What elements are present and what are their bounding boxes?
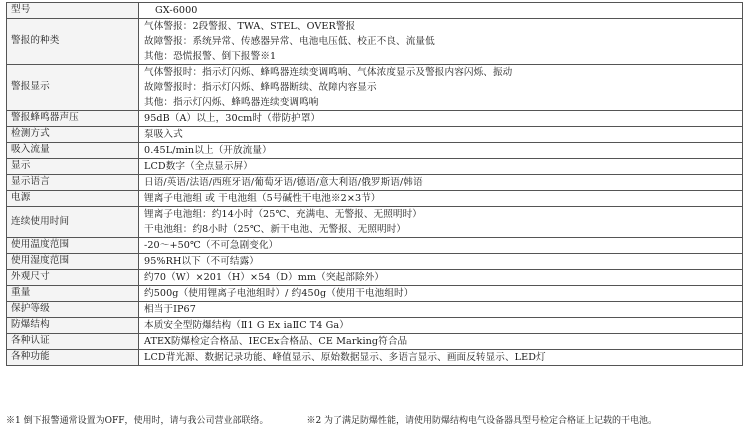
spec-value: [139, 207, 743, 238]
spec-label: 警报显示: [7, 65, 139, 111]
spec-value-line: 约70（W）×201（H）×54（D）mm（突起部除外）: [144, 272, 385, 283]
spec-value-line: 95%RH以下（不可结露）: [144, 256, 259, 267]
spec-value-line: 其他：恐慌报警、倒下报警※1: [144, 51, 277, 62]
spec-value-line: LCD数字（全点显示屏）: [144, 161, 253, 172]
spec-value: [139, 143, 743, 159]
footnote-1: ※1 倒下报警通常设置为OFF，使用时，请与我公司营业部联络。: [6, 416, 269, 426]
spec-value-line: 干电池组：约8小时（25℃、新干电池、无警报、无照明时）: [144, 224, 407, 235]
spec-row: [7, 65, 743, 111]
spec-row: [7, 254, 743, 270]
spec-row: [7, 3, 743, 19]
spec-row: [7, 175, 743, 191]
spec-row: [7, 350, 743, 366]
spec-value: [139, 19, 743, 65]
spec-row: [7, 159, 743, 175]
spec-value-line: 约500g（使用锂离子电池组时）/ 约450g（使用干电池组时）: [144, 288, 414, 299]
spec-label: 重量: [7, 286, 139, 302]
spec-value: [139, 238, 743, 254]
spec-value-line: 气体警报：2段警报、TWA、STEL、OVER警报: [144, 21, 356, 32]
spec-value: [139, 3, 743, 19]
spec-value: [139, 175, 743, 191]
spec-value: [139, 350, 743, 366]
spec-label: 防爆结构: [7, 318, 139, 334]
footnotes: [6, 414, 746, 428]
spec-value: [139, 254, 743, 270]
spec-row: [7, 334, 743, 350]
spec-label: 警报的种类: [7, 19, 139, 65]
spec-row: [7, 318, 743, 334]
spec-label: 使用湿度范围: [7, 254, 139, 270]
spec-label: 警报蜂鸣器声压: [7, 111, 139, 127]
spec-value-line: 故障警报：系统异常、传感器异常、电池电压低、校正不良、流量低: [144, 36, 435, 47]
spec-row: [7, 238, 743, 254]
spec-label: 吸入流量: [7, 143, 139, 159]
spec-value-line: 日语/英语/法语/西班牙语/葡萄牙语/德语/意大利语/俄罗斯语/韩语: [144, 177, 423, 188]
spec-label: 外观尺寸: [7, 270, 139, 286]
spec-value-line: 其他：指示灯闪烁、蜂鸣器连续变调鸣响: [144, 97, 319, 108]
spec-label: 检测方式: [7, 127, 139, 143]
spec-row: [7, 19, 743, 65]
spec-value-line: 气体警报时：指示灯闪烁、蜂鸣器连续变调鸣响、气体浓度显示及警报内容闪烁、振动: [144, 67, 513, 78]
spec-value-line: 泵吸入式: [144, 129, 183, 140]
spec-row: [7, 270, 743, 286]
spec-value-line: 锂离子电池组：约14小时（25℃、充满电、无警报、无照明时）: [144, 209, 422, 220]
spec-value: [139, 334, 743, 350]
spec-value-line: 0.45L/min以上（开放流量）: [144, 145, 272, 156]
spec-row: [7, 302, 743, 318]
spec-label: 显示: [7, 159, 139, 175]
spec-row: [7, 143, 743, 159]
spec-label: 各种认证: [7, 334, 139, 350]
footnote-2: ※2 为了满足防爆性能，请使用防爆结构电气设备器具型号检定合格证上记载的干电池。: [306, 416, 658, 426]
spec-label: 连续使用时间: [7, 207, 139, 238]
spec-value-line: LCD背光源、数据记录功能、峰值显示、原始数据显示、多语言显示、画面反转显示、LED灯: [144, 352, 546, 363]
spec-label: 各种功能: [7, 350, 139, 366]
spec-row: [7, 207, 743, 238]
spec-value-line: 锂离子电池组 或 干电池组（5号碱性干电池※2×3节）: [144, 193, 381, 204]
spec-value: [139, 191, 743, 207]
spec-row: [7, 191, 743, 207]
spec-value: [139, 302, 743, 318]
spec-table: [6, 2, 743, 366]
spec-value: [139, 318, 743, 334]
spec-row: [7, 286, 743, 302]
spec-row: [7, 127, 743, 143]
spec-value-line: 本质安全型防爆结构（Ⅱ1 G Ex iaⅡC T4 Ga）: [144, 320, 349, 331]
spec-value-line: 故障警报时：指示灯闪烁、蜂鸣器断续、故障内容显示: [144, 82, 377, 93]
spec-label: 电源: [7, 191, 139, 207]
spec-value-line: 相当于IP67: [144, 304, 196, 315]
spec-value: [139, 127, 743, 143]
spec-label: 显示语言: [7, 175, 139, 191]
spec-value-line: ATEX防爆检定合格品、IECEx合格品、CE Marking符合品: [144, 336, 408, 347]
spec-value: [139, 270, 743, 286]
spec-sheet: [6, 2, 743, 366]
spec-value-line: 95dB（A）以上，30cm时（带防护罩）: [144, 113, 321, 124]
spec-label: 型号: [7, 3, 139, 19]
spec-value-line: GX-6000: [155, 5, 198, 16]
spec-label: 保护等级: [7, 302, 139, 318]
spec-value: [139, 65, 743, 111]
spec-value-line: -20～+50℃（不可急剧变化）: [144, 240, 279, 251]
spec-value: [139, 159, 743, 175]
spec-table-body: [7, 3, 743, 366]
spec-row: [7, 111, 743, 127]
spec-value: [139, 111, 743, 127]
spec-label: 使用温度范围: [7, 238, 139, 254]
spec-value: [139, 286, 743, 302]
